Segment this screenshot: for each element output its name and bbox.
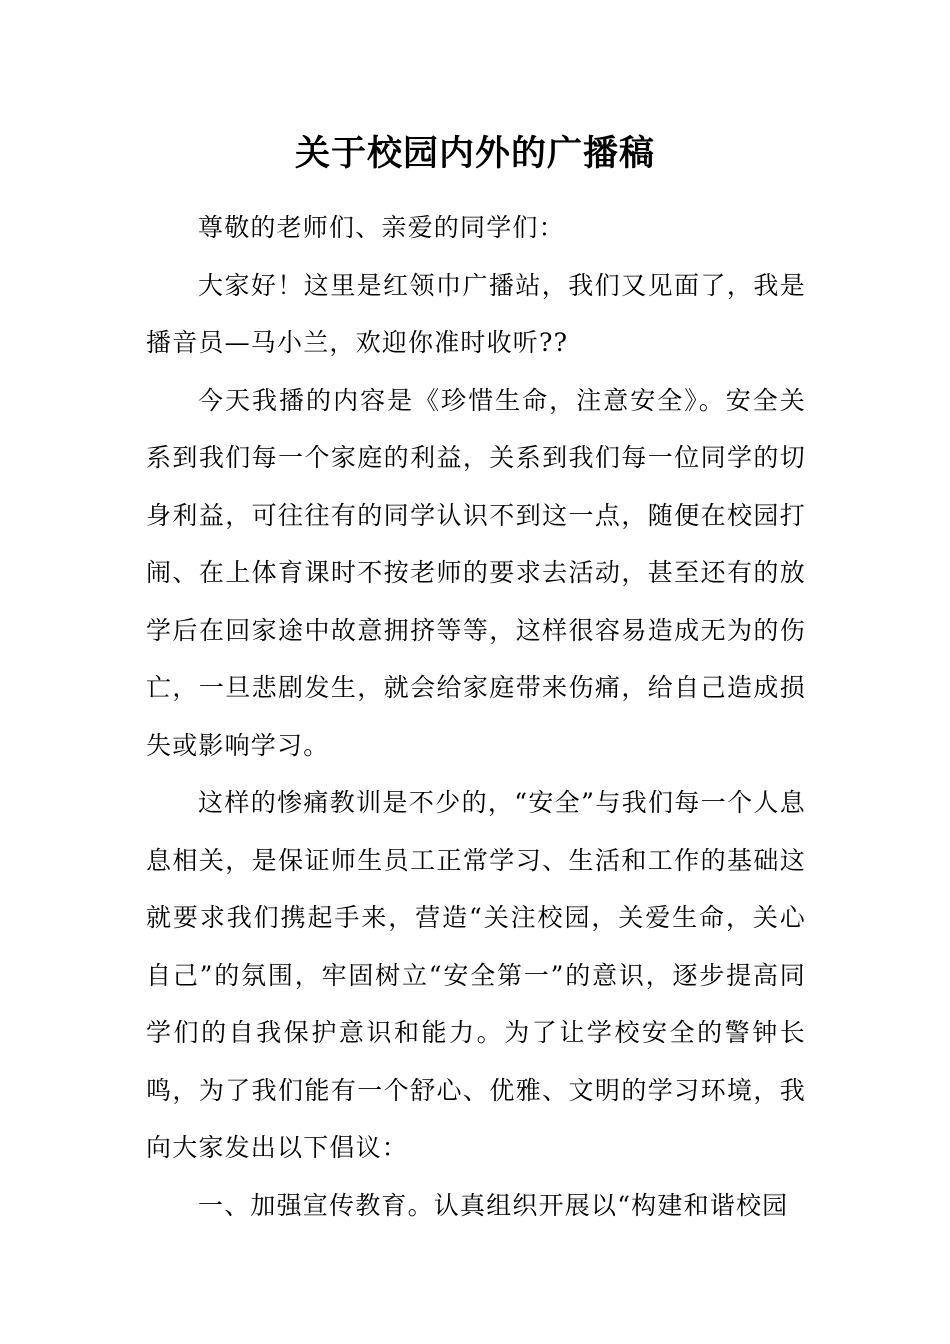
paragraph-intro: 大家好！这里是红领巾广播站，我们又见面了，我是播音员—马小兰，欢迎你准时收听?? (146, 270, 806, 357)
document-body (146, 199, 806, 1234)
paragraph-lessons: 这样的惨痛教训是不少的，“安全”与我们每一个人息息相关，是保证师生员工正常学习、生活和工作的基础这就要求我们携起手来，营造“关注校园，关爱生命，关心自己”的氛围，牢固树立“安全第一”的意识，逐步提高同学们的自我保护意识和能力。为了让学校安全的警钟长鸣，为了我们能有一个舒心、优雅、文明的学习环境，我向大家发出以下倡议： (146, 788, 806, 1162)
paragraph-greeting: 尊敬的老师们、亲爱的同学们： (198, 213, 565, 242)
paragraph-proposal-one: 一、加强宣传教育。认真组织开展以“构建和谐校园 (198, 1190, 789, 1220)
document-title: 关于校园内外的广播稿 (294, 133, 655, 174)
paragraph-topic: 今天我播的内容是《珍惜生命，注意安全》。安全关系到我们每一个家庭的利益，关系到我们每一位同学的切身利益，可往往有的同学认识不到这一点，随便在校园打闹、在上体育课时不按老师的要求去活动，甚至还有的放学后在回家途中故意拥挤等等，这样很容易造成无为的伤亡，一旦悲剧发生，就会给家庭带来伤痛，给自己造成损失或影响学习。 (146, 385, 806, 760)
